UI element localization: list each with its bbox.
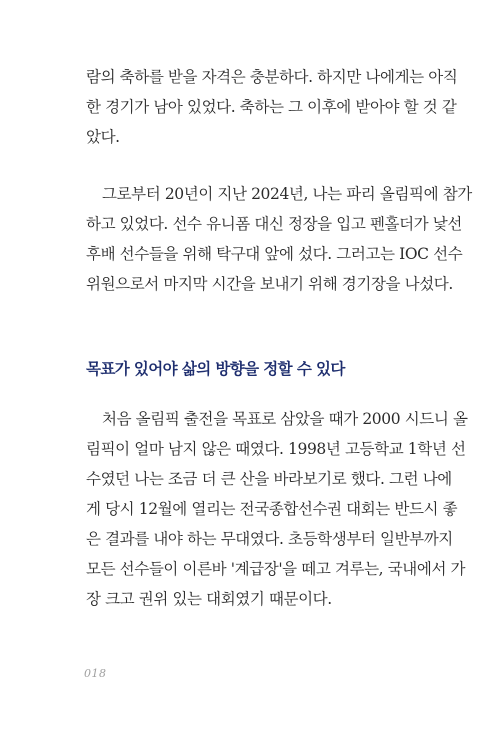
text-line: 처음 올림픽 출전을 목표로 삼았을 때가 2000 시드니 올: [102, 410, 468, 428]
text-line: 수였던 나는 조금 더 큰 산을 바라보기로 했다. 그런 나에: [86, 470, 452, 488]
section-heading: 목표가 있어야 삶의 방향을 정할 수 있다: [86, 360, 345, 378]
paragraph-continued: [86, 62, 458, 152]
paragraph-paris-2024: [86, 179, 472, 299]
text-line: 았다.: [86, 128, 120, 146]
text-line: 위원으로서 마지막 시간을 보내기 위해 경기장을 나섰다.: [86, 275, 453, 293]
text-line: 장 크고 권위 있는 대회였기 때문이다.: [86, 590, 332, 608]
paragraph-olympic-goal: [86, 404, 468, 614]
text-line: 모든 선수들이 이른바 '계급장'을 떼고 겨루는, 국내에서 가: [86, 560, 466, 578]
text-line: 그로부터 20년이 지난 2024년, 나는 파리 올림픽에 참가: [102, 185, 472, 203]
page-number: 018: [84, 667, 107, 680]
text-line: 한 경기가 남아 있었다. 축하는 그 이후에 받아야 할 것 같: [86, 98, 457, 116]
text-line: 게 당시 12월에 열리는 전국종합선수권 대회는 반드시 좋: [86, 500, 458, 518]
text-line: 림픽이 얼마 남지 않은 때였다. 1998년 고등학교 1학년 선: [86, 440, 466, 458]
text-line: 은 결과를 내야 하는 무대였다. 초등학생부터 일반부까지: [86, 530, 453, 548]
text-line: 후배 선수들을 위해 탁구대 앞에 섰다. 그러고는 IOC 선수: [86, 245, 463, 263]
text-line: 하고 있었다. 선수 유니폼 대신 정장을 입고 펜홀더가 낯선: [86, 215, 462, 233]
text-line: 람의 축하를 받을 자격은 충분하다. 하지만 나에게는 아직: [86, 68, 458, 86]
